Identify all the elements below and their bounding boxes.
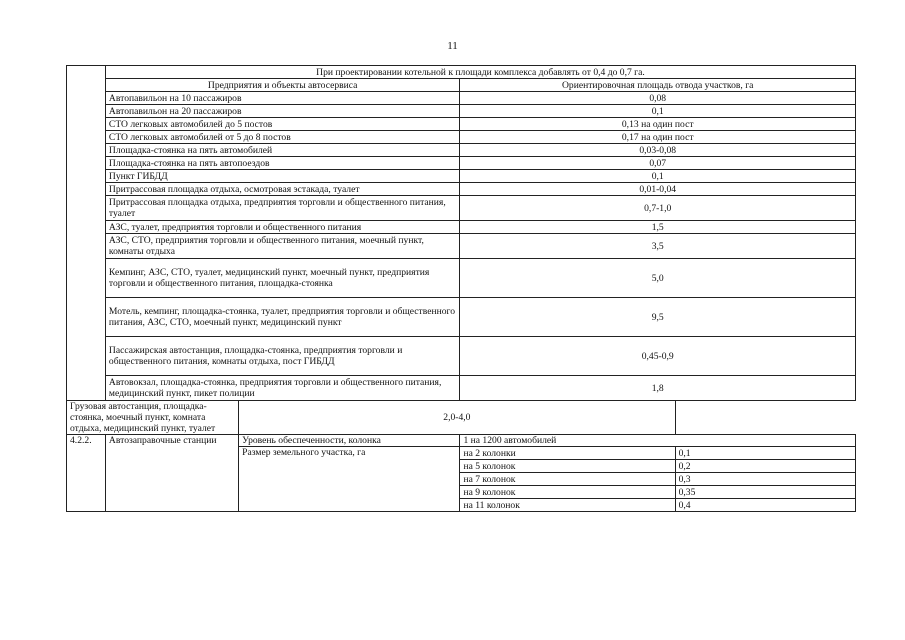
area-value: 9,5: [460, 298, 856, 337]
section-number: 4.2.2.: [67, 435, 106, 512]
table-row: [67, 105, 856, 118]
object-name: Кемпинг, АЗС, СТО, туалет, медицинский пункт, моечный пункт, предприятия торговли и общественного питания, площадка-стоянка: [105, 259, 460, 298]
object-name: Притрассовая площадка отдыха, предприятия торговли и общественного питания, туалет: [105, 196, 460, 221]
area-value: 0,7-1,0: [460, 196, 856, 221]
area-value: 0,45-0,9: [460, 337, 856, 376]
supply-label: Уровень обеспеченности, колонка: [239, 435, 460, 447]
supply-value: 1 на 1200 автомобилей: [460, 435, 856, 447]
object-name: АЗС, СТО, предприятия торговли и общественного питания, моечный пункт, комнаты отдыха: [105, 234, 460, 259]
section-row: [67, 435, 856, 447]
table-row: [67, 337, 856, 376]
area-value: 0,1: [460, 105, 856, 118]
area-value: 5,0: [460, 259, 856, 298]
object-name: Автопавильон на 20 пассажиров: [105, 105, 460, 118]
table-row: [67, 298, 856, 337]
table-row: [67, 170, 856, 183]
size-pump-count: на 5 колонок: [460, 460, 675, 473]
header-area: Ориентировочная площадь отвода участков, га: [460, 79, 856, 92]
object-name: Автопавильон на 10 пассажиров: [105, 92, 460, 105]
area-value: 0,08: [460, 92, 856, 105]
size-area: 0,2: [675, 460, 855, 473]
table-row: [67, 234, 856, 259]
size-area: 0,1: [675, 447, 855, 460]
area-value: 2,0-4,0: [239, 401, 675, 435]
area-value: 0,1: [460, 170, 856, 183]
area-value: 1,8: [460, 376, 856, 401]
area-value: 0,07: [460, 157, 856, 170]
size-pump-count: на 2 колонки: [460, 447, 675, 460]
object-name: АЗС, туалет, предприятия торговли и общественного питания: [105, 221, 460, 234]
boiler-note: При проектировании котельной к площади комплекса добавлять от 0,4 до 0,7 га.: [105, 66, 855, 79]
size-area: 0,3: [675, 473, 855, 486]
area-value: 0,13 на один пост: [460, 118, 856, 131]
object-name: Автовокзал, площадка-стоянка, предприятия торговли и общественного питания, медицинский пункт, пикет полиции: [105, 376, 460, 401]
table-row: [67, 131, 856, 144]
object-name: Площадка-стоянка на пять автопоездов: [105, 157, 460, 170]
area-value: 0,01-0,04: [460, 183, 856, 196]
table-row: [67, 183, 856, 196]
object-name: СТО легковых автомобилей от 5 до 8 постов: [105, 131, 460, 144]
header-row: [67, 79, 856, 92]
object-name: Притрассовая площадка отдыха, осмотровая эстакада, туалет: [105, 183, 460, 196]
area-value: 0,03-0,08: [460, 144, 856, 157]
table-row: [67, 401, 856, 435]
table-row: [67, 118, 856, 131]
table-row: [67, 196, 856, 221]
table-row: [67, 144, 856, 157]
size-area: 0,4: [675, 499, 855, 512]
table-row: [67, 157, 856, 170]
size-pump-count: на 9 колонок: [460, 486, 675, 499]
table-row: [67, 221, 856, 234]
table-row: [67, 376, 856, 401]
area-value: 1,5: [460, 221, 856, 234]
table-row: [67, 259, 856, 298]
object-name: Грузовая автостанция, площадка-стоянка, моечный пункт, комната отдыха, медицинский пункт, туалет: [67, 401, 239, 435]
standards-table: [66, 65, 856, 512]
size-label: Размер земельного участка, га: [239, 447, 460, 512]
area-value: 0,17 на один пост: [460, 131, 856, 144]
object-name: Площадка-стоянка на пять автомобилей: [105, 144, 460, 157]
empty-number-cell: [67, 66, 106, 401]
object-name: Мотель, кемпинг, площадка-стоянка, туалет, предприятия торговли и общественного питания, АЗС, СТО, моечный пункт, медицинский пункт: [105, 298, 460, 337]
object-name: СТО легковых автомобилей до 5 постов: [105, 118, 460, 131]
size-area: 0,35: [675, 486, 855, 499]
size-pump-count: на 11 колонок: [460, 499, 675, 512]
note-row: [67, 66, 856, 79]
object-name: Пассажирская автостанция, площадка-стоянка, предприятия торговли и общественного питания, комнаты отдыха, пост ГИБДД: [105, 337, 460, 376]
header-object: Предприятия и объекты автосервиса: [105, 79, 460, 92]
area-value: 3,5: [460, 234, 856, 259]
size-pump-count: на 7 колонок: [460, 473, 675, 486]
section-title: Автозаправочные станции: [105, 435, 238, 512]
table-row: [67, 92, 856, 105]
object-name: Пункт ГИБДД: [105, 170, 460, 183]
page-number: 11: [447, 40, 458, 52]
